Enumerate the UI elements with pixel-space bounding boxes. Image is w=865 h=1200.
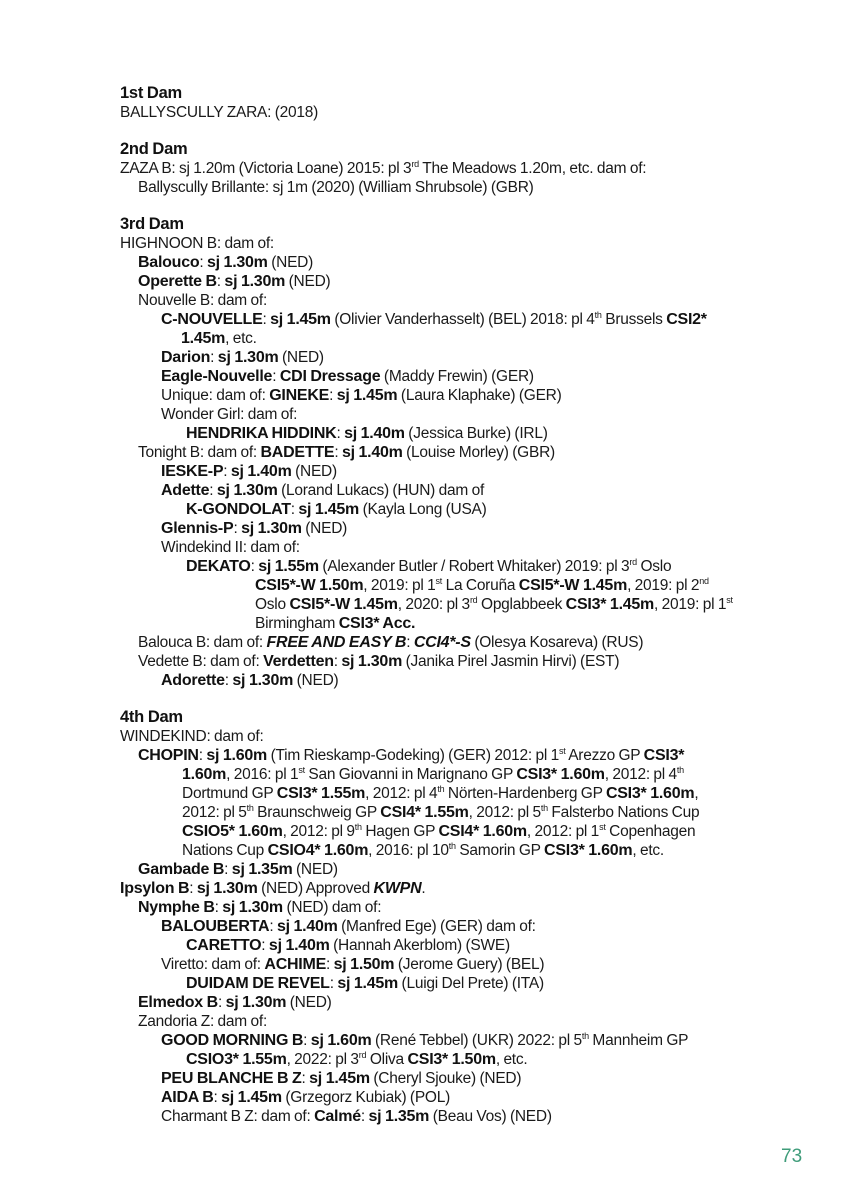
pedigree-entry: CHOPIN: sj 1.60m (Tim Rieskamp-Godeking) (GER) 2012: pl 1st Arezzo GP CSI3* 1.60m, 2016: pl 1st San Giovanni in Marignano GP CSI3* 1.60m, 2012: pl 4th Dortmund GP CSI3* 1.55m, 2012: pl 4th Nörten-Hardenberg GP CSI3* 1.60m, 2012: pl 5th Braunschweig GP CSI4* 1.55m, 2012: pl 5th Falsterbo Nations Cup CSIO5* 1.60m, 2012: pl 9th Hagen GP CSI4* 1.60m, 2012: pl 1st Copenhagen Nations Cup CSIO4* 1.60m, 2016: pl 10th Samorin GP CSI3* 1.60m, etc. [138, 746, 700, 859]
pedigree-entry: Nouvelle B: dam of: [138, 292, 268, 309]
pedigree-entry: Balouco: sj 1.30m (NED) [138, 254, 314, 271]
pedigree-entry: Darion: sj 1.30m (NED) [161, 349, 324, 366]
dam-section [120, 708, 820, 1126]
pedigree-entry: Gambade B: sj 1.35m (NED) [138, 861, 338, 878]
pedigree-entry: Operette B: sj 1.30m (NED) [138, 273, 331, 290]
pedigree-entry: Adorette: sj 1.30m (NED) [161, 672, 339, 689]
pedigree-entry: Wonder Girl: dam of: [161, 406, 298, 423]
pedigree-entry: Glennis-P: sj 1.30m (NED) [161, 520, 348, 537]
pedigree-entry: Zandoria Z: dam of: [138, 1013, 268, 1030]
pedigree-entry: C-NOUVELLE: sj 1.45m (Olivier Vanderhasselt) (BEL) 2018: pl 4th Brussels CSI2* 1.45m, etc. [161, 310, 707, 347]
pedigree-entry: Viretto: dam of: ACHIME: sj 1.50m (Jerome Guery) (BEL) [161, 956, 545, 973]
pedigree-entry: AIDA B: sj 1.45m (Grzegorz Kubiak) (POL) [161, 1089, 451, 1106]
pedigree-entry: K-GONDOLAT: sj 1.45m (Kayla Long (USA) [186, 501, 487, 518]
dam-section [120, 215, 820, 690]
pedigree-entry: Elmedox B: sj 1.30m (NED) [138, 994, 332, 1011]
dam-section [120, 140, 820, 197]
pedigree-entry: DEKATO: sj 1.55m (Alexander Butler / Robert Whitaker) 2019: pl 3rd Oslo CSI5*-W 1.50m, 2019: pl 1st La Coruña CSI5*-W 1.45m, 2019: pl 2nd Oslo CSI5*-W 1.45m, 2020: pl 3rd Opglabbeek CSI3* 1.45m, 2019: pl 1st Birmingham CSI3* Acc. [186, 557, 733, 632]
section-heading: 3rd Dam [120, 215, 184, 233]
pedigree-entry: IESKE-P: sj 1.40m (NED) [161, 463, 337, 480]
dam-section [120, 84, 820, 122]
pedigree-entry: Unique: dam of: GINEKE: sj 1.45m (Laura Klaphake) (GER) [161, 387, 562, 404]
pedigree-entry: PEU BLANCHE B Z: sj 1.45m (Cheryl Sjouke) (NED) [161, 1070, 522, 1087]
pedigree-entry: Ipsylon B: sj 1.30m (NED) Approved KWPN. [120, 880, 426, 897]
pedigree-entry: WINDEKIND: dam of: [120, 728, 264, 745]
pedigree-entry: HENDRIKA HIDDINK: sj 1.40m (Jessica Burke) (IRL) [186, 425, 548, 442]
pedigree-entry: Windekind II: dam of: [161, 539, 300, 556]
pedigree-entry: GOOD MORNING B: sj 1.60m (René Tebbel) (UKR) 2022: pl 5th Mannheim GP CSIO3* 1.55m, 2022: pl 3rd Oliva CSI3* 1.50m, etc. [161, 1031, 689, 1068]
pedigree-entry: ZAZA B: sj 1.20m (Victoria Loane) 2015: pl 3rd The Meadows 1.20m, etc. dam of: [120, 159, 647, 177]
pedigree-entry: BALOUBERTA: sj 1.40m (Manfred Ege) (GER) dam of: [161, 918, 536, 935]
pedigree-entry: Vedette B: dam of: Verdetten: sj 1.30m (Janika Pirel Jasmin Hirvi) (EST) [138, 653, 620, 670]
pedigree-entry: Ballyscully Brillante: sj 1m (2020) (William Shrubsole) (GBR) [138, 179, 534, 196]
pedigree-entry: CARETTO: sj 1.40m (Hannah Akerblom) (SWE) [186, 937, 510, 954]
pedigree-entry: BALLYSCULLY ZARA: (2018) [120, 104, 319, 121]
pedigree-entry: DUIDAM DE REVEL: sj 1.45m (Luigi Del Prete) (ITA) [186, 975, 544, 992]
pedigree-entry: Balouca B: dam of: FREE AND EASY B: CCI4*-S (Olesya Kosareva) (RUS) [138, 634, 644, 651]
pedigree-entry: HIGHNOON B: dam of: [120, 235, 274, 252]
section-heading: 2nd Dam [120, 140, 188, 158]
pedigree-entry: Charmant B Z: dam of: Calmé: sj 1.35m (Beau Vos) (NED) [161, 1108, 552, 1125]
pedigree-entry: Adette: sj 1.30m (Lorand Lukacs) (HUN) dam of [161, 482, 485, 499]
section-heading: 4th Dam [120, 708, 183, 726]
page-number: 73 [781, 1146, 803, 1167]
pedigree-entry: Tonight B: dam of: BADETTE: sj 1.40m (Louise Morley) (GBR) [138, 444, 555, 461]
pedigree-entry: Eagle-Nouvelle: CDI Dressage (Maddy Frewin) (GER) [161, 368, 534, 385]
pedigree-entry: Nymphe B: sj 1.30m (NED) dam of: [138, 899, 382, 916]
pedigree-content [120, 84, 820, 1144]
section-heading: 1st Dam [120, 84, 182, 102]
